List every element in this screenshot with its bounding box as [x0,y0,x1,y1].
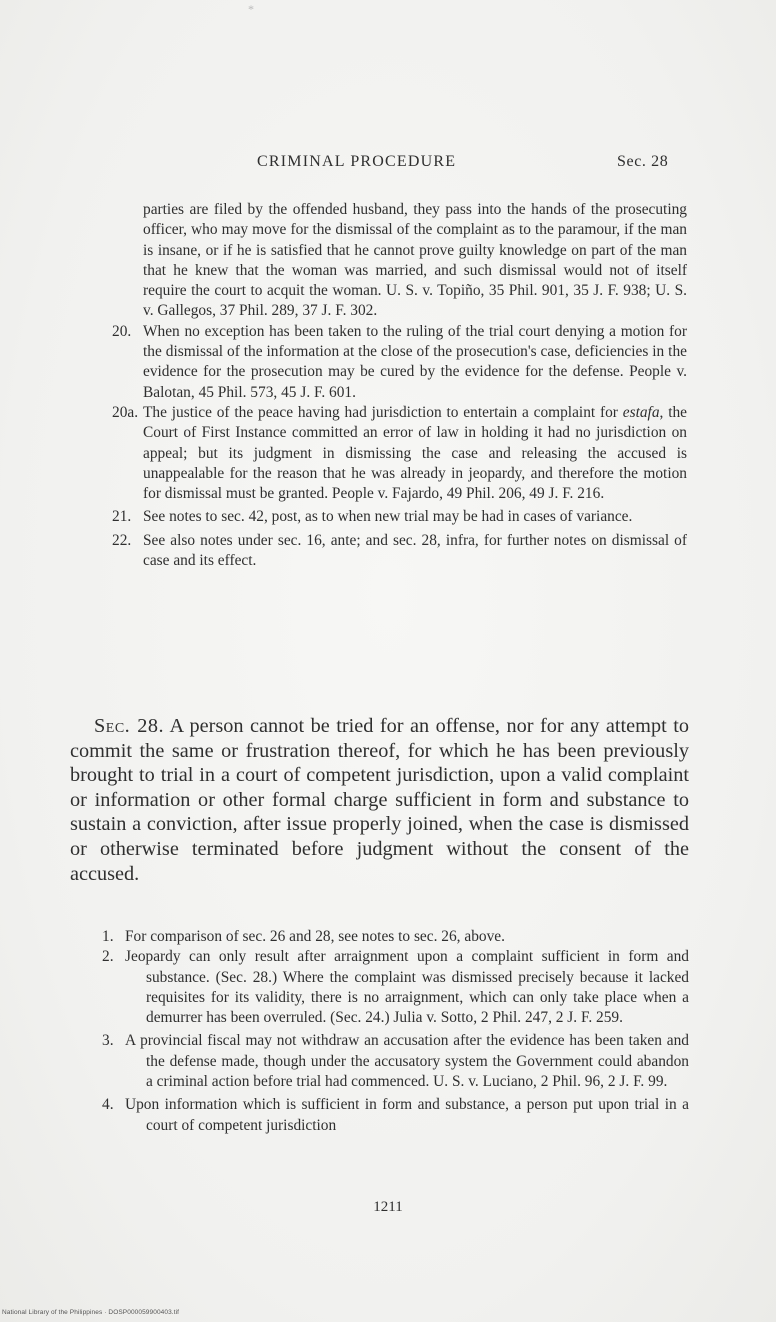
note-21-number: 21. [112,508,132,526]
section-label: Sec. 28. [94,715,165,737]
note-continuation: parties are filed by the offended husband, they pass into the hands of the prosecuting officer, who may move for the dismissal of the complaint as to the paramour, if the man is insane, or if he is satisfied that he cannot prove guilty knowledge on part of the man that he knew that the woman was married, and such dismissal would not of itself require the court to acquit the woman. U. S. v. Topiño, 35 Phil. 901, 35 J. F. 938; U. S. v. Gallegos, 37 Phil. 289, 37 J. F. 302. [143,201,687,320]
note-2-number: 2. [102,948,114,966]
note-20a-text-italic: estafa [622,403,660,421]
header-section: Sec. 28 [617,153,669,170]
note-3 [102,1031,689,1092]
notes-bottom [102,927,689,1136]
note-4 [102,1095,689,1136]
note-20 [112,322,687,403]
note-1 [102,927,689,947]
section-text: A person cannot be tried for an offense, nor for any attempt to commit the same or frustration thereof, for which he has been previously brought to trial in a court of competent jurisdiction, upon a valid complaint or information or other formal charge sufficient in form and substance to sustain a conviction, after issue properly joined, when the case is dismissed or otherwise terminated before judgment without the consent of the accused. [70,715,689,885]
note-4-number: 4. [102,1096,114,1114]
scan-footer: National Library of the Philippines · DOSP000059900403.tif [2,1309,180,1316]
note-20a-number: 20a. [112,403,139,421]
note-20a-text-pre: The justice of the peace having had jurisdiction to entertain a complaint for [143,403,623,421]
note-1-text: For comparison of sec. 26 and 28, see notes to sec. 26, above. [125,928,505,945]
running-header [0,153,776,177]
note-22-text: See also notes under sec. 16, ante; and sec. 28, infra, for further notes on dismissal of case and its effect. [143,531,687,570]
note-2-text: Jeopardy can only result after arraignment upon a complaint sufficient in form and substance. (Sec. 28.) Where the complaint was dismissed precisely because it lacked requisites for its validity, there is no arraignment, which can only take place when a demurrer has been overruled. (Sec. 24.) Julia v. Sotto, 2 Phil. 247, 2 J. F. 259. [125,948,689,1027]
section-28-body [70,714,689,886]
note-3-number: 3. [102,1032,114,1050]
note-4-text: Upon information which is sufficient in form and substance, a person put upon trial in a court of competent jurisdiction [125,1096,689,1134]
note-20a-text-post: , the Court of First Instance committed an error of law in holding it had no jurisdiction on appeal; but its judgment in dismissing the case and releasing the accused is unappealable for the reason that he was already in jeopardy, and therefore the motion for dismissal must be granted. People v. Fajardo, 49 Phil. 206, 49 J. F. 216. [143,403,688,503]
scan-mark: * [248,2,254,16]
note-3-text: A provincial fiscal may not withdraw an accusation after the evidence has been taken and the defense made, though under the accusatory system the Government could abandon a criminal action before trial had commenced. U. S. v. Luciano, 2 Phil. 96, 2 J. F. 99. [125,1032,689,1091]
note-21 [112,507,687,527]
note-20-text: When no exception has been taken to the ruling of the trial court denying a motion for the dismissal of the information at the close of the prosecution's case, deficiencies in the evidence for the prosecution may be cured by the evidence for the defense. People v. Balotan, 45 Phil. 573, 45 J. F. 601. [143,322,687,401]
page-number: 1211 [373,1199,403,1215]
note-22-number: 22. [112,531,132,549]
note-20-number: 20. [112,322,132,340]
note-20a [112,403,687,504]
header-title: CRIMINAL PROCEDURE [257,153,457,170]
note-1-number: 1. [102,928,114,945]
note-22 [112,531,687,572]
notes-top [112,200,687,571]
note-21-text: See notes to sec. 42, post, as to when new trial may be had in cases of variance. [143,508,633,526]
note-2 [102,947,689,1028]
